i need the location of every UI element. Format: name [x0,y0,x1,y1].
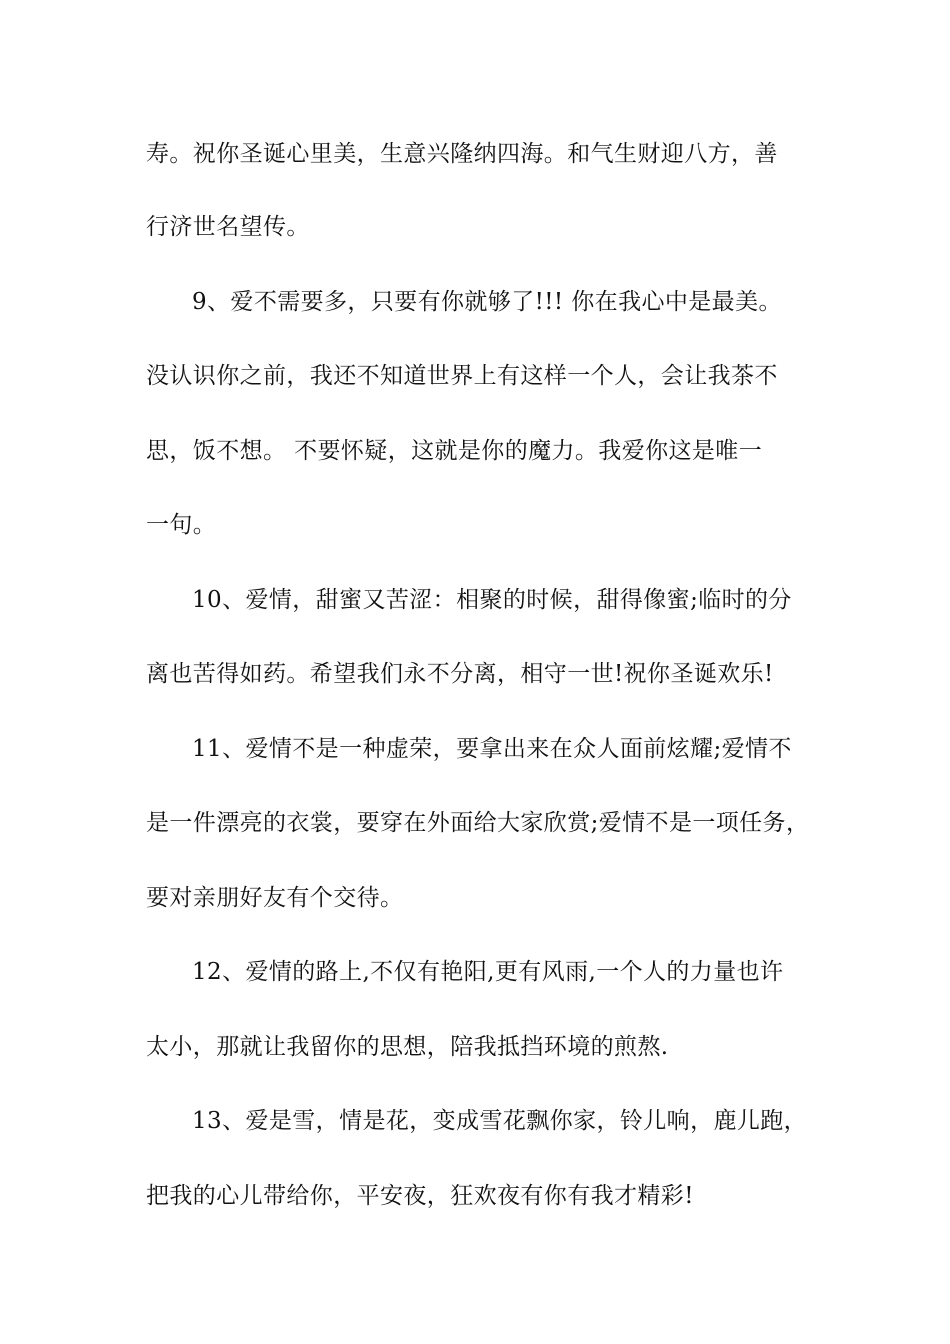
paragraph-12-start: 12、爱情的路上,不仅有艳阳,更有风雨,一个人的力量也许 [192,959,784,985]
text-line: 是一件漂亮的衣裳，要穿在外面给大家欣赏;爱情不是一项任务， [146,810,810,836]
paragraph-9-start: 9、爱不需要多，只要有你就够了!!! 你在我心中是最美。 [192,289,782,315]
text-line: 要对亲朋好友有个交待。 [146,885,404,911]
text-line: 离也苦得如药。希望我们永不分离，相守一世!祝你圣诞欢乐! [146,661,774,687]
paragraph-10-start: 10、爱情，甜蜜又苦涩：相聚的时候，甜得像蜜;临时的分 [192,587,792,613]
text-line: 一句。 [146,512,217,538]
text-line: 没认识你之前，我还不知道世界上有这样一个人，会让我茶不 [146,363,778,389]
paragraph-13-start: 13、爱是雪，情是花，变成雪花飘你家，铃儿响，鹿儿跑， [192,1108,808,1134]
text-line: 行济世名望传。 [146,214,310,240]
paragraph-11-start: 11、爱情不是一种虚荣，要拿出来在众人面前炫耀;爱情不 [192,736,792,762]
text-line: 把我的心儿带给你，平安夜，狂欢夜有你有我才精彩! [146,1183,694,1209]
text-line: 思，饭不想。 不要怀疑，这就是你的魔力。我爱你这是唯一 [146,438,763,464]
text-line: 寿。祝你圣诞心里美，生意兴隆纳四海。和气生财迎八方，善 [146,141,778,167]
text-line: 太小，那就让我留你的思想，陪我抵挡环境的煎熬. [146,1034,669,1060]
